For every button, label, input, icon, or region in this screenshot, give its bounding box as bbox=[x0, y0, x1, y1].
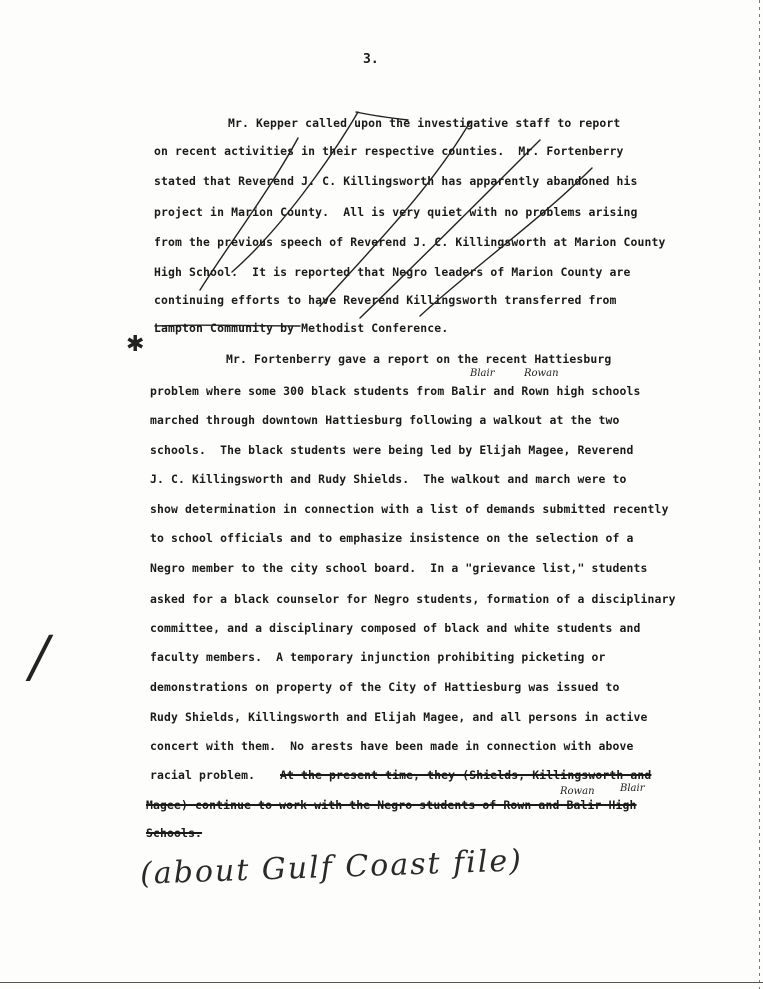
p1-line-4: project in Marion County. All is very quiet with no problems arising bbox=[154, 205, 638, 219]
p1-line-5: from the previous speech of Reverend J. C. Killingsworth at Marion County bbox=[154, 235, 666, 249]
p2-line-5: J. C. Killingsworth and Rudy Shields. The walkout and march were to bbox=[150, 472, 627, 486]
p2-line-3: marched through downtown Hattiesburg following a walkout at the two bbox=[150, 413, 620, 427]
p2-line-8: Negro member to the city school board. In a "grievance list," students bbox=[150, 561, 648, 575]
handwritten-rowan: Rowan bbox=[524, 368, 559, 379]
p2-line-10: committee, and a disciplinary composed of black and white students and bbox=[150, 621, 641, 635]
struck-line-1: At the present time, they (Shields, Killingsworth and bbox=[280, 768, 652, 782]
p2-line-11: faculty members. A temporary injunction prohibiting picketing or bbox=[150, 650, 606, 664]
p2-line-7: to school officials and to emphasize insistence on the selection of a bbox=[150, 531, 634, 545]
p2-line-14: concert with them. No arests have been made in connection with above bbox=[150, 739, 634, 753]
p1-line-2: on recent activities in their respective counties. Mr. Fortenberry bbox=[154, 144, 624, 158]
handwritten-rowan-2: Rowan bbox=[560, 786, 595, 797]
handwritten-blair-2: Blair bbox=[620, 783, 645, 794]
p2-line-9: asked for a black counselor for Negro students, formation of a disciplinary bbox=[150, 592, 676, 606]
p2-line-2: problem where some 300 black students from Balir and Rown high schools bbox=[150, 384, 641, 398]
p2-line-12: demonstrations on property of the City of Hattiesburg was issued to bbox=[150, 680, 620, 694]
p2-line-15: racial problem. bbox=[150, 768, 256, 782]
p2-line-1: Mr. Fortenberry gave a report on the recent Hattiesburg bbox=[226, 352, 612, 366]
struck-line-3: Schools. bbox=[146, 826, 203, 840]
p1-line-1: Mr. Kepper called upon the investigative staff to report bbox=[228, 116, 621, 130]
p1-line-7: continuing efforts to have Reverend Killingsworth transferred from bbox=[154, 293, 617, 307]
asterisk-mark-icon: ✱ bbox=[126, 332, 145, 357]
margin-bracket-mark-icon: / bbox=[30, 625, 49, 690]
p1-line-3: stated that Reverend J. C. Killingsworth has apparently abandoned his bbox=[154, 174, 638, 188]
page-number: 3. bbox=[363, 52, 379, 67]
p2-line-4: schools. The black students were being led by Elijah Magee, Reverend bbox=[150, 443, 634, 457]
p1-line-6: High School. It is reported that Negro leaders of Marion County are bbox=[154, 265, 631, 279]
handwritten-blair: Blair bbox=[470, 368, 495, 379]
handwritten-file-note: (about Gulf Coast file) bbox=[139, 843, 524, 892]
struck-line-2: Magee) continue to work with the Negro students of Rown and Balir High bbox=[146, 798, 637, 812]
p1-line-8: Lampton Community by Methodist Conference. bbox=[154, 321, 449, 335]
p2-line-13: Rudy Shields, Killingsworth and Elijah Magee, and all persons in active bbox=[150, 710, 648, 724]
p2-line-6: show determination in connection with a list of demands submitted recently bbox=[150, 502, 669, 516]
